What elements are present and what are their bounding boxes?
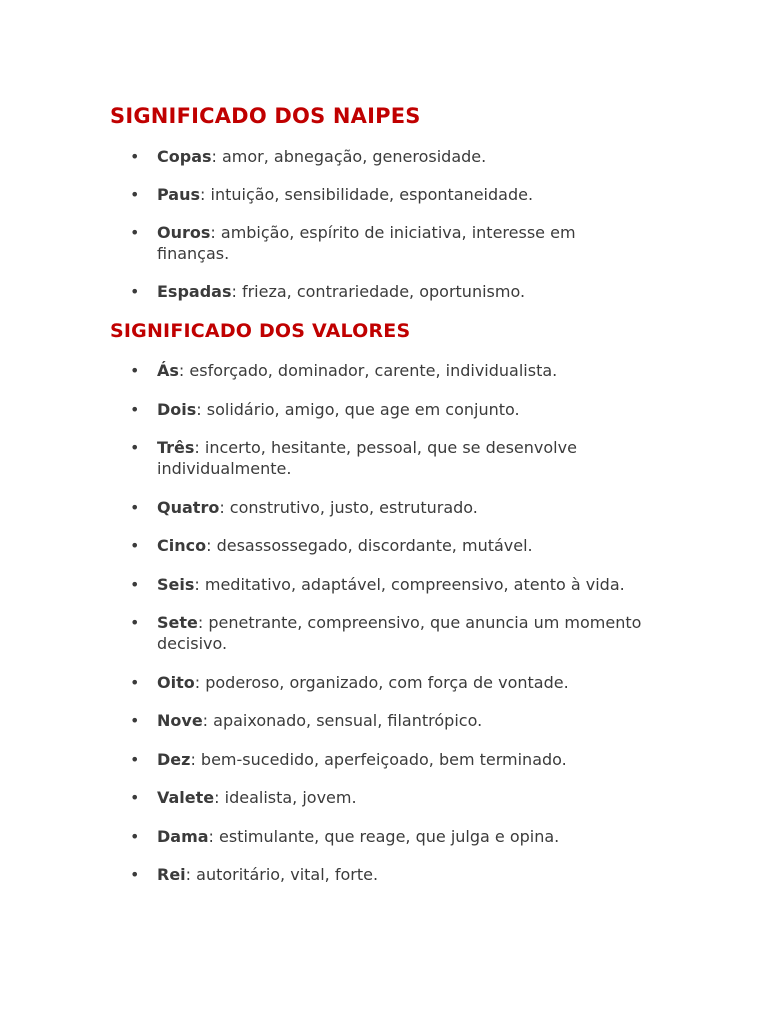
item-text: : meditativo, adaptável, compreensivo, atento à vida. — [194, 574, 625, 594]
bullet-icon: • — [130, 826, 140, 846]
list-item — [130, 710, 650, 731]
bullet-icon: • — [130, 497, 140, 517]
bullet-icon: • — [130, 185, 140, 204]
bullet-icon: • — [130, 613, 140, 632]
item-term: Cinco — [157, 536, 207, 555]
item-term: Ás — [157, 361, 179, 380]
list-item — [130, 399, 650, 420]
item-term: Oito — [157, 672, 195, 692]
bullet-icon: • — [130, 223, 140, 242]
item-term: Dama — [157, 826, 209, 846]
item-text: : esforçado, dominador, carente, individualista. — [178, 361, 558, 380]
item-text: : incerto, hesitante, pessoal, que se desenvolve individualmente. — [157, 438, 577, 478]
item-text: : intuição, sensibilidade, espontaneidade. — [200, 185, 534, 204]
item-text: : amor, abnegação, generosidade. — [211, 147, 487, 166]
list-item — [130, 787, 650, 808]
bullet-icon: • — [130, 282, 140, 301]
item-term: Copas — [157, 147, 212, 166]
list-item — [130, 281, 650, 302]
list-item — [130, 535, 650, 556]
bullet-icon: • — [130, 788, 140, 807]
item-term: Rei — [157, 865, 186, 884]
list-item — [130, 612, 650, 654]
bullet-icon: • — [130, 865, 140, 884]
list-item — [130, 864, 650, 885]
naipes-list — [130, 146, 650, 319]
item-term: Quatro — [157, 497, 220, 517]
bullet-icon: • — [130, 399, 140, 419]
item-text: : construtivo, justo, estruturado. — [219, 497, 478, 517]
item-term: Paus — [157, 185, 201, 204]
bullet-icon: • — [130, 711, 140, 730]
item-term: Sete — [157, 613, 198, 632]
list-item — [130, 749, 650, 770]
list-item — [130, 574, 650, 595]
bullet-icon: • — [130, 749, 140, 769]
section-title-valores: SIGNIFICADO DOS VALORES — [110, 320, 411, 342]
bullet-icon: • — [130, 574, 140, 594]
bullet-icon: • — [130, 672, 140, 692]
item-term: Ouros — [157, 223, 211, 242]
bullet-icon: • — [130, 361, 140, 380]
item-text: : poderoso, organizado, com força de vontade. — [194, 672, 569, 692]
item-term: Dois — [157, 399, 197, 419]
item-text: : bem-sucedido, aperfeiçoado, bem terminado. — [190, 749, 567, 769]
item-term: Dez — [157, 749, 191, 769]
item-term: Nove — [157, 711, 203, 730]
item-term: Seis — [157, 574, 195, 594]
item-text: : apaixonado, sensual, filantrópico. — [202, 711, 483, 730]
list-item — [130, 497, 650, 518]
bullet-icon: • — [130, 536, 140, 555]
item-text: : idealista, jovem. — [214, 788, 357, 807]
list-item — [130, 826, 650, 847]
item-term: Três — [157, 438, 195, 457]
list-item — [130, 222, 650, 264]
item-text: : desassossegado, discordante, mutável. — [206, 536, 533, 555]
item-text: : penetrante, compreensivo, que anuncia um momento decisivo. — [157, 613, 642, 653]
bullet-icon: • — [130, 438, 140, 457]
item-term: Espadas — [157, 282, 232, 301]
list-item — [130, 672, 650, 693]
item-text: : estimulante, que reage, que julga e opina. — [208, 826, 560, 846]
list-item — [130, 360, 650, 381]
valores-list — [130, 360, 650, 903]
bullet-icon: • — [130, 147, 140, 166]
list-item — [130, 184, 650, 205]
item-text: : autoritário, vital, forte. — [185, 865, 379, 884]
item-term: Valete — [157, 788, 215, 807]
item-text: : ambição, espírito de iniciativa, interesse em finanças. — [157, 223, 576, 263]
list-item — [130, 437, 650, 479]
section-title-naipes: SIGNIFICADO DOS NAIPES — [110, 104, 421, 128]
item-text: : solidário, amigo, que age em conjunto. — [196, 399, 520, 419]
list-item — [130, 146, 650, 167]
item-text: : frieza, contrariedade, oportunismo. — [231, 282, 526, 301]
